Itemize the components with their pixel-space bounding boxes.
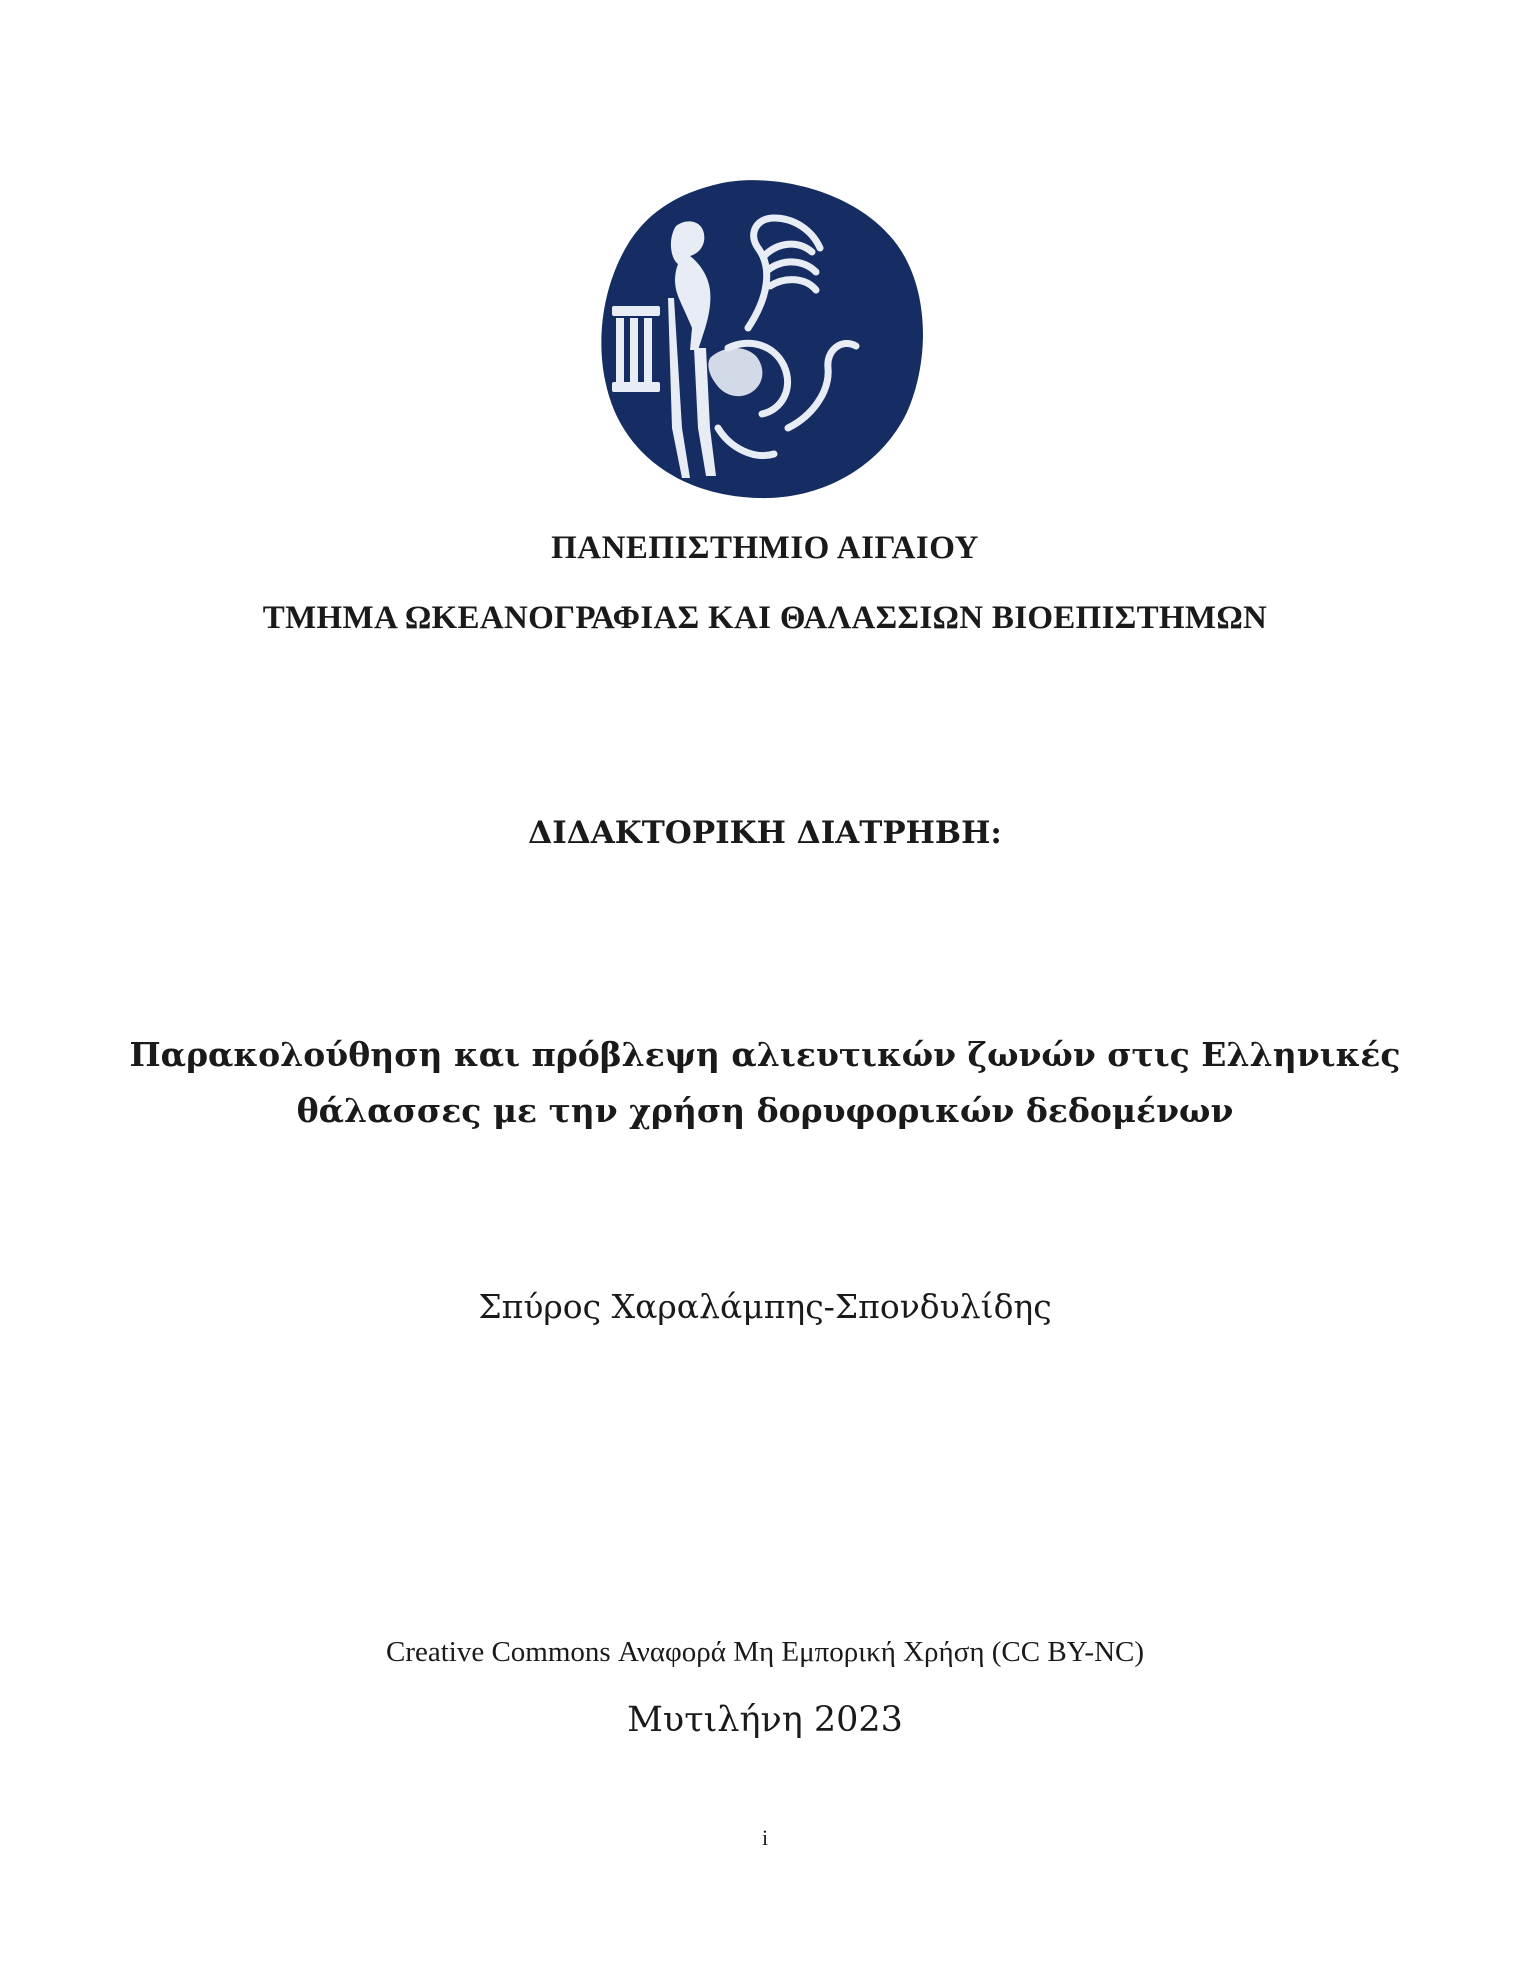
author-name: Σπύρος Χαραλάμπης-Σπονδυλίδης [478, 1287, 1052, 1326]
thesis-title-line-2: θάλασσες με την χρήση δορυφορικών δεδομένων [296, 1091, 1234, 1130]
department-name: ΤΜΗΜΑ ΩΚΕΑΝΟΓΡΑΦΙΑΣ ΚΑΙ ΘΑΛΑΣΣΙΩΝ ΒΙΟΕΠΙΣΤΗΜΩΝ [262, 600, 1268, 636]
university-name: ΠΑΝΕΠΙΣΤΗΜΙΟ ΑΙΓΑΙΟΥ [551, 530, 979, 566]
university-seal-icon [598, 178, 928, 502]
document-type: ΔΙΔΑΚΤΟΡΙΚΗ ΔΙΑΤΡΗΒΗ: [528, 815, 1002, 851]
license-text: Creative Commons Αναφορά Μη Εμπορική Χρήση (CC BY-NC) [385, 1636, 1145, 1668]
thesis-title [0, 1027, 1530, 1139]
page-number: i [761, 1825, 769, 1850]
place-and-year: Μυτιλήνη 2023 [627, 1700, 903, 1740]
thesis-title-line-1: Παρακολούθηση και πρόβλεψη αλιευτικών ζωνών στις Ελληνικές [129, 1035, 1401, 1074]
